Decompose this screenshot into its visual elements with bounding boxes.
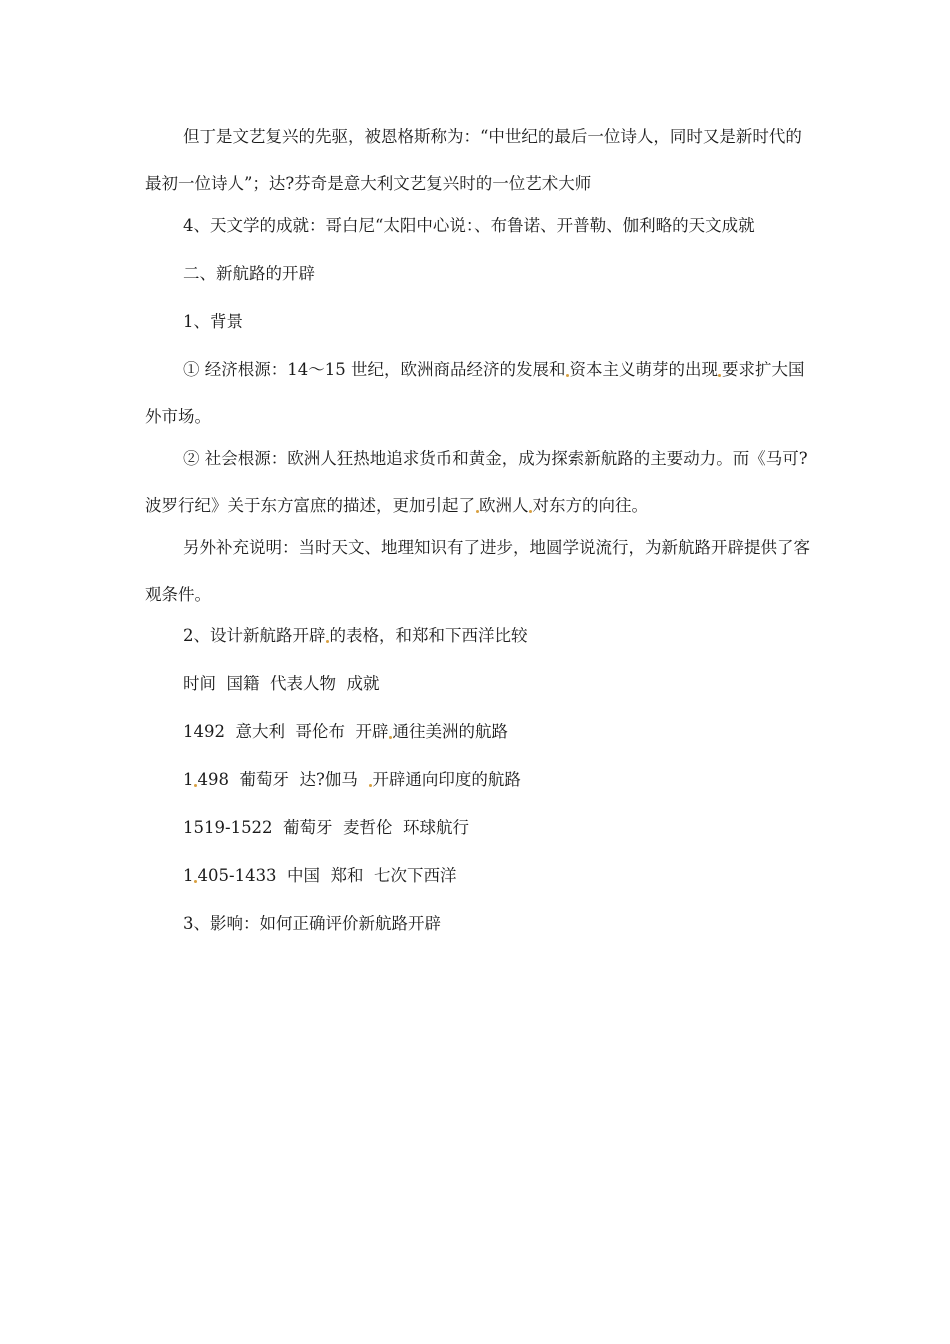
table-row-text-1: 1492 意大利 哥伦布 开辟 <box>183 722 389 741</box>
table-row-text-2: 498 葡萄牙 达?伽马 <box>197 770 369 789</box>
section-heading-new-routes: 二、新航路的开辟 <box>183 264 315 283</box>
table-header-row <box>145 660 810 707</box>
table-row <box>145 708 810 755</box>
social-root-text-2: 欧洲人 <box>479 496 529 515</box>
table-row <box>145 852 810 899</box>
paragraph-astronomy: 4、天文学的成就：哥白尼“太阳中心说：、布鲁诺、开普勒、伽利略的天文成就 <box>183 216 755 235</box>
table-row-text-3: 开辟通向印度的航路 <box>372 770 521 789</box>
table-row-text-2: 通往美洲的航路 <box>392 722 508 741</box>
paragraph-economic-root <box>145 346 810 440</box>
table-header-achievement: 成就 <box>346 674 380 693</box>
social-root-text-3: 对东方的向往。 <box>532 496 648 515</box>
paragraph-social-root <box>145 435 810 529</box>
social-root-text-1: ② 社会根源：欧洲人狂热地追求货币和黄金，成为探索新航路的主要动力。而《马可?波罗行纪》关于东方富庶的描述，更加引起了 <box>145 449 808 515</box>
design-table-text-1: 2、设计新航路开辟 <box>183 626 326 645</box>
subheading-impact: 3、影响：如何正确评价新航路开辟 <box>183 914 441 933</box>
table-row-text-1: 1 <box>183 866 194 885</box>
subheading-background: 1、背景 <box>183 312 243 331</box>
economic-root-text-1: ① 经济根源：14～15 世纪，欧洲商品经济的发展和 <box>183 360 566 379</box>
paragraph-dante: 但丁是文艺复兴的先驱，被恩格斯称为：“中世纪的最后一位诗人，同时又是新时代的最初一位诗人”；达?芬奇是意大利文艺复兴时的一位艺术大师 <box>145 127 802 193</box>
design-table-text-2: 的表格，和郑和下西洋比较 <box>329 626 528 645</box>
table-row <box>145 756 810 803</box>
economic-root-text-3: 要求扩大国外市场。 <box>145 360 805 426</box>
table-header-time: 时间 <box>183 674 216 693</box>
paragraph-design-table <box>145 612 810 659</box>
table-row-text-1: 1519-1522 葡萄牙 麦哲伦 环球航行 <box>183 818 470 837</box>
paragraph-supplement: 另外补充说明：当时天文、地理知识有了进步，地圆学说流行，为新航路开辟提供了客观条件。 <box>145 538 810 604</box>
table-header-person: 代表人物 <box>270 674 336 693</box>
table-row-text-1: 1 <box>183 770 194 789</box>
table-row <box>145 804 810 851</box>
table-header-nationality: 国籍 <box>226 674 260 693</box>
economic-root-text-2: 资本主义萌芽的出现 <box>569 360 718 379</box>
table-row-text-2: 405-1433 中国 郑和 七次下西洋 <box>197 866 457 885</box>
